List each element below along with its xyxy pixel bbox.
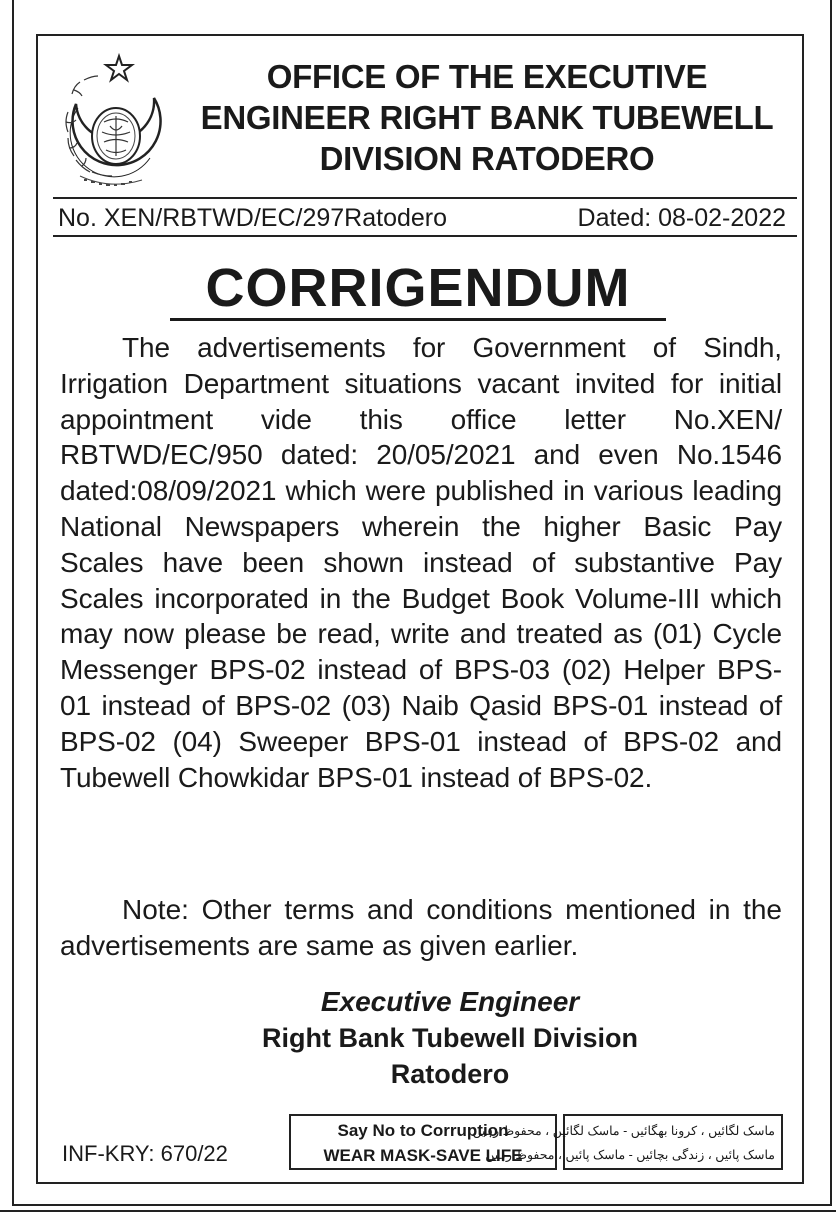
- signatory-location: Ratodero: [390, 1059, 510, 1089]
- bottom-rule: [0, 1210, 836, 1212]
- corrigendum-body: [60, 330, 782, 795]
- urdu-slogan-line-2: ماسک پائیں ، زندگی بچائیں - ماسک پائیں ، محفوظ رہیں: [485, 1148, 775, 1162]
- reference-top-rule: [53, 197, 797, 199]
- reference-row: [58, 202, 786, 234]
- inf-code: INF-KRY: 670/22: [62, 1141, 228, 1166]
- slogan-corruption: Say No to Corruption: [337, 1121, 509, 1140]
- signatory-division: Right Bank Tubewell Division: [261, 1023, 639, 1053]
- urdu-slogan-box: [472, 1114, 783, 1170]
- office-title-line-2: ENGINEER RIGHT BANK TUBEWELL: [200, 99, 774, 136]
- note-section: [60, 892, 782, 964]
- note-paragraph: Note: Other terms and conditions mentioned in the advertisements are same as given earlier.: [60, 894, 782, 961]
- corrigendum-heading: CORRIGENDUM: [205, 258, 631, 318]
- slogan-mask: WEAR MASK-SAVE LIFE: [323, 1146, 523, 1165]
- signatory-title: Executive Engineer: [320, 986, 580, 1017]
- office-title: [186, 56, 788, 179]
- reference-date: Dated: 08-02-2022: [577, 204, 786, 232]
- office-title-line-3: DIVISION RATODERO: [319, 140, 655, 177]
- reference-bottom-rule: [53, 235, 797, 237]
- reference-number: No. XEN/RBTWD/EC/297Ratodero: [58, 204, 448, 232]
- government-of-sindh-emblem-icon: [58, 52, 162, 190]
- heading-underline: [170, 318, 666, 321]
- urdu-slogan-line-1: ماسک لگائیں ، کرونا بھگائیں - ماسک لگائیں ، محفوظ رہیں: [472, 1124, 775, 1138]
- office-title-line-1: OFFICE OF THE EXECUTIVE: [266, 58, 708, 95]
- corrigendum-paragraph: The advertisements for Government of Sindh, Irrigation Department situations vacant invited for initial appointment vide this office letter No.XEN/ RBTWD/EC/950 dated: 20/05/2021 and even No.1546 dated:08/09/2021 which were published in various leading National Newspapers wherein the higher Basic Pay Scales have been shown instead of substantive Pay Scales incorporated in the Budget Book Volume-III which may now please be read, write and treated as (01) Cycle Messenger BPS-02 instead of BPS-03 (02) Helper BPS-01 instead of BPS-02 (03) Naib Qasid BPS-01 instead of BPS-02 (04) Sweeper BPS-01 instead of BPS-02 and Tubewell Chowkidar BPS-01 instead of BPS-02.: [60, 332, 782, 793]
